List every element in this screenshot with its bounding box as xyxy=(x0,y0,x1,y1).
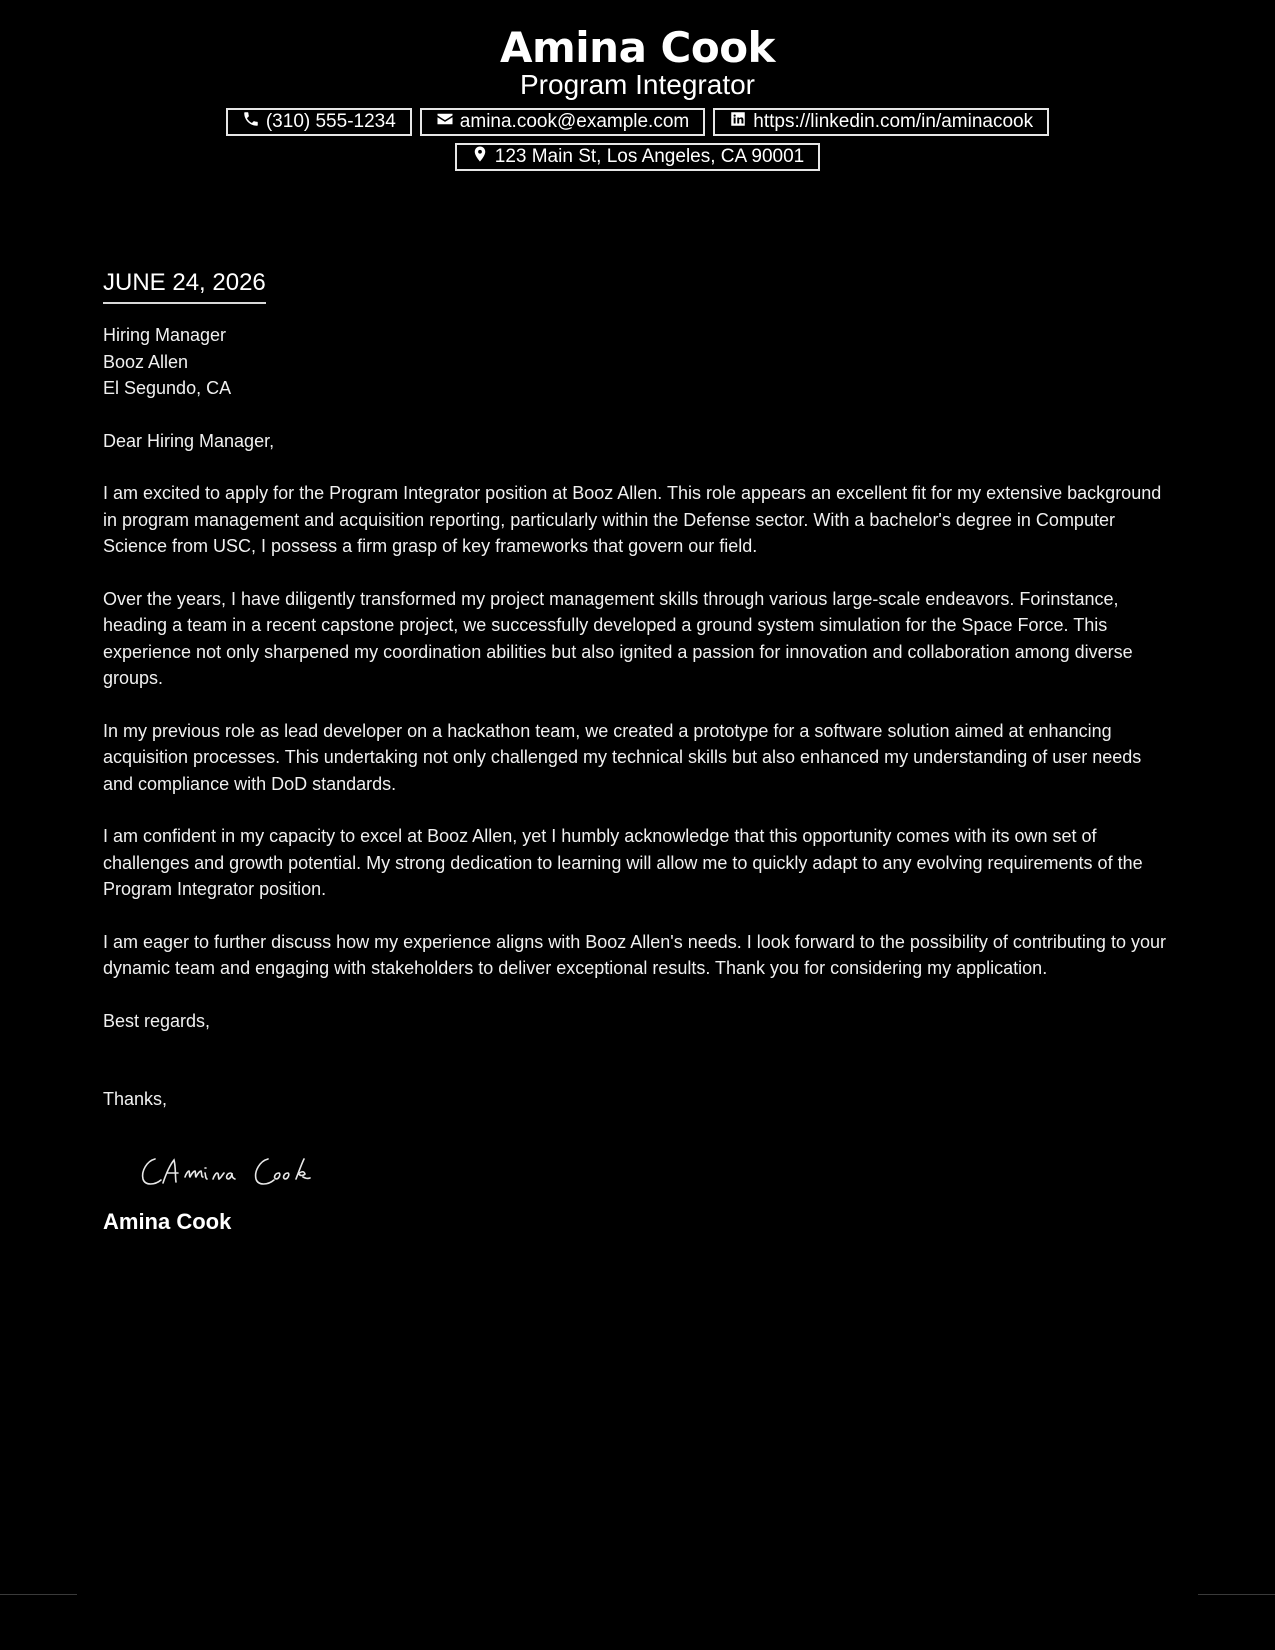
phone-text: (310) 555-1234 xyxy=(265,111,396,132)
thanks-line: Thanks, xyxy=(103,1089,168,1109)
letter-body xyxy=(103,266,1173,1235)
recipient-line: El Segundo, CA xyxy=(103,378,232,398)
letter-date: JUNE 24, 2026 xyxy=(103,266,266,304)
body-paragraph: I am confident in my capacity to excel at Booz Allen, yet I humbly acknowledge that this opportunity comes with its own set of challenges and growth potential. My strong dedication to learning will allow me to quickly adapt to any evolving requirements of the Program Integrator position. xyxy=(103,826,1143,899)
linkedin-chip[interactable] xyxy=(713,108,1049,136)
recipient-line: Booz Allen xyxy=(103,351,189,372)
linkedin-icon xyxy=(729,110,747,134)
address-chip[interactable] xyxy=(455,143,821,171)
handwritten-signature xyxy=(133,1139,1173,1199)
salutation: Dear Hiring Manager, xyxy=(103,430,275,451)
body-paragraph: Over the years, I have diligently transformed my project management skills through various large-scale endeavors. Forinstance, heading a team in a recent capstone project, we successfully developed a ground system simulation for the Space Force. This experience not only sharpened my coordination abilities but also ignited a passion for innovation and collaboration among diverse groups. xyxy=(103,588,1133,688)
closing: Best regards, xyxy=(103,1010,211,1031)
body-paragraph: In my previous role as lead developer on a hackathon team, we created a prototype for a software solution aimed at enhancing acquisition processes. This undertaking not only challenged my technical skills but also enhanced my understanding of user needs and compliance with DoD standards. xyxy=(103,720,1142,794)
letter-header xyxy=(0,20,1275,171)
recipient-block xyxy=(103,322,1173,402)
envelope-icon xyxy=(436,110,454,134)
linkedin-text: https://linkedin.com/in/aminacook xyxy=(753,111,1034,132)
phone-chip[interactable] xyxy=(226,108,412,136)
email-chip[interactable] xyxy=(420,108,705,136)
applicant-name: Amina Cook xyxy=(500,23,775,72)
contact-row xyxy=(0,108,1275,136)
body-paragraph: I am eager to further discuss how my experience aligns with Booz Allen's needs. I look forward to the possibility of contributing to your dynamic team and engaging with stakeholders to deliver exceptional results. Thank you for considering my application. xyxy=(103,931,1166,978)
phone-icon xyxy=(242,110,260,134)
recipient-line: Hiring Manager xyxy=(103,325,227,345)
body-paragraph: I am excited to apply for the Program Integrator position at Booz Allen. This role appears an excellent fit for my extensive background in program management and acquisition reporting, particularly within the Defense sector. With a bachelor's degree in Computer Science from USC, I possess a firm grasp of key frameworks that govern our field. xyxy=(103,483,1162,556)
address-row xyxy=(0,143,1275,171)
footer-divider-right xyxy=(1198,1594,1275,1595)
email-text: amina.cook@example.com xyxy=(459,111,690,132)
footer-divider-left xyxy=(0,1594,77,1595)
applicant-title: Program Integrator xyxy=(520,69,755,100)
signer-name: Amina Cook xyxy=(103,1208,232,1234)
map-marker-icon xyxy=(471,145,489,169)
address-text: 123 Main St, Los Angeles, CA 90001 xyxy=(494,146,805,167)
